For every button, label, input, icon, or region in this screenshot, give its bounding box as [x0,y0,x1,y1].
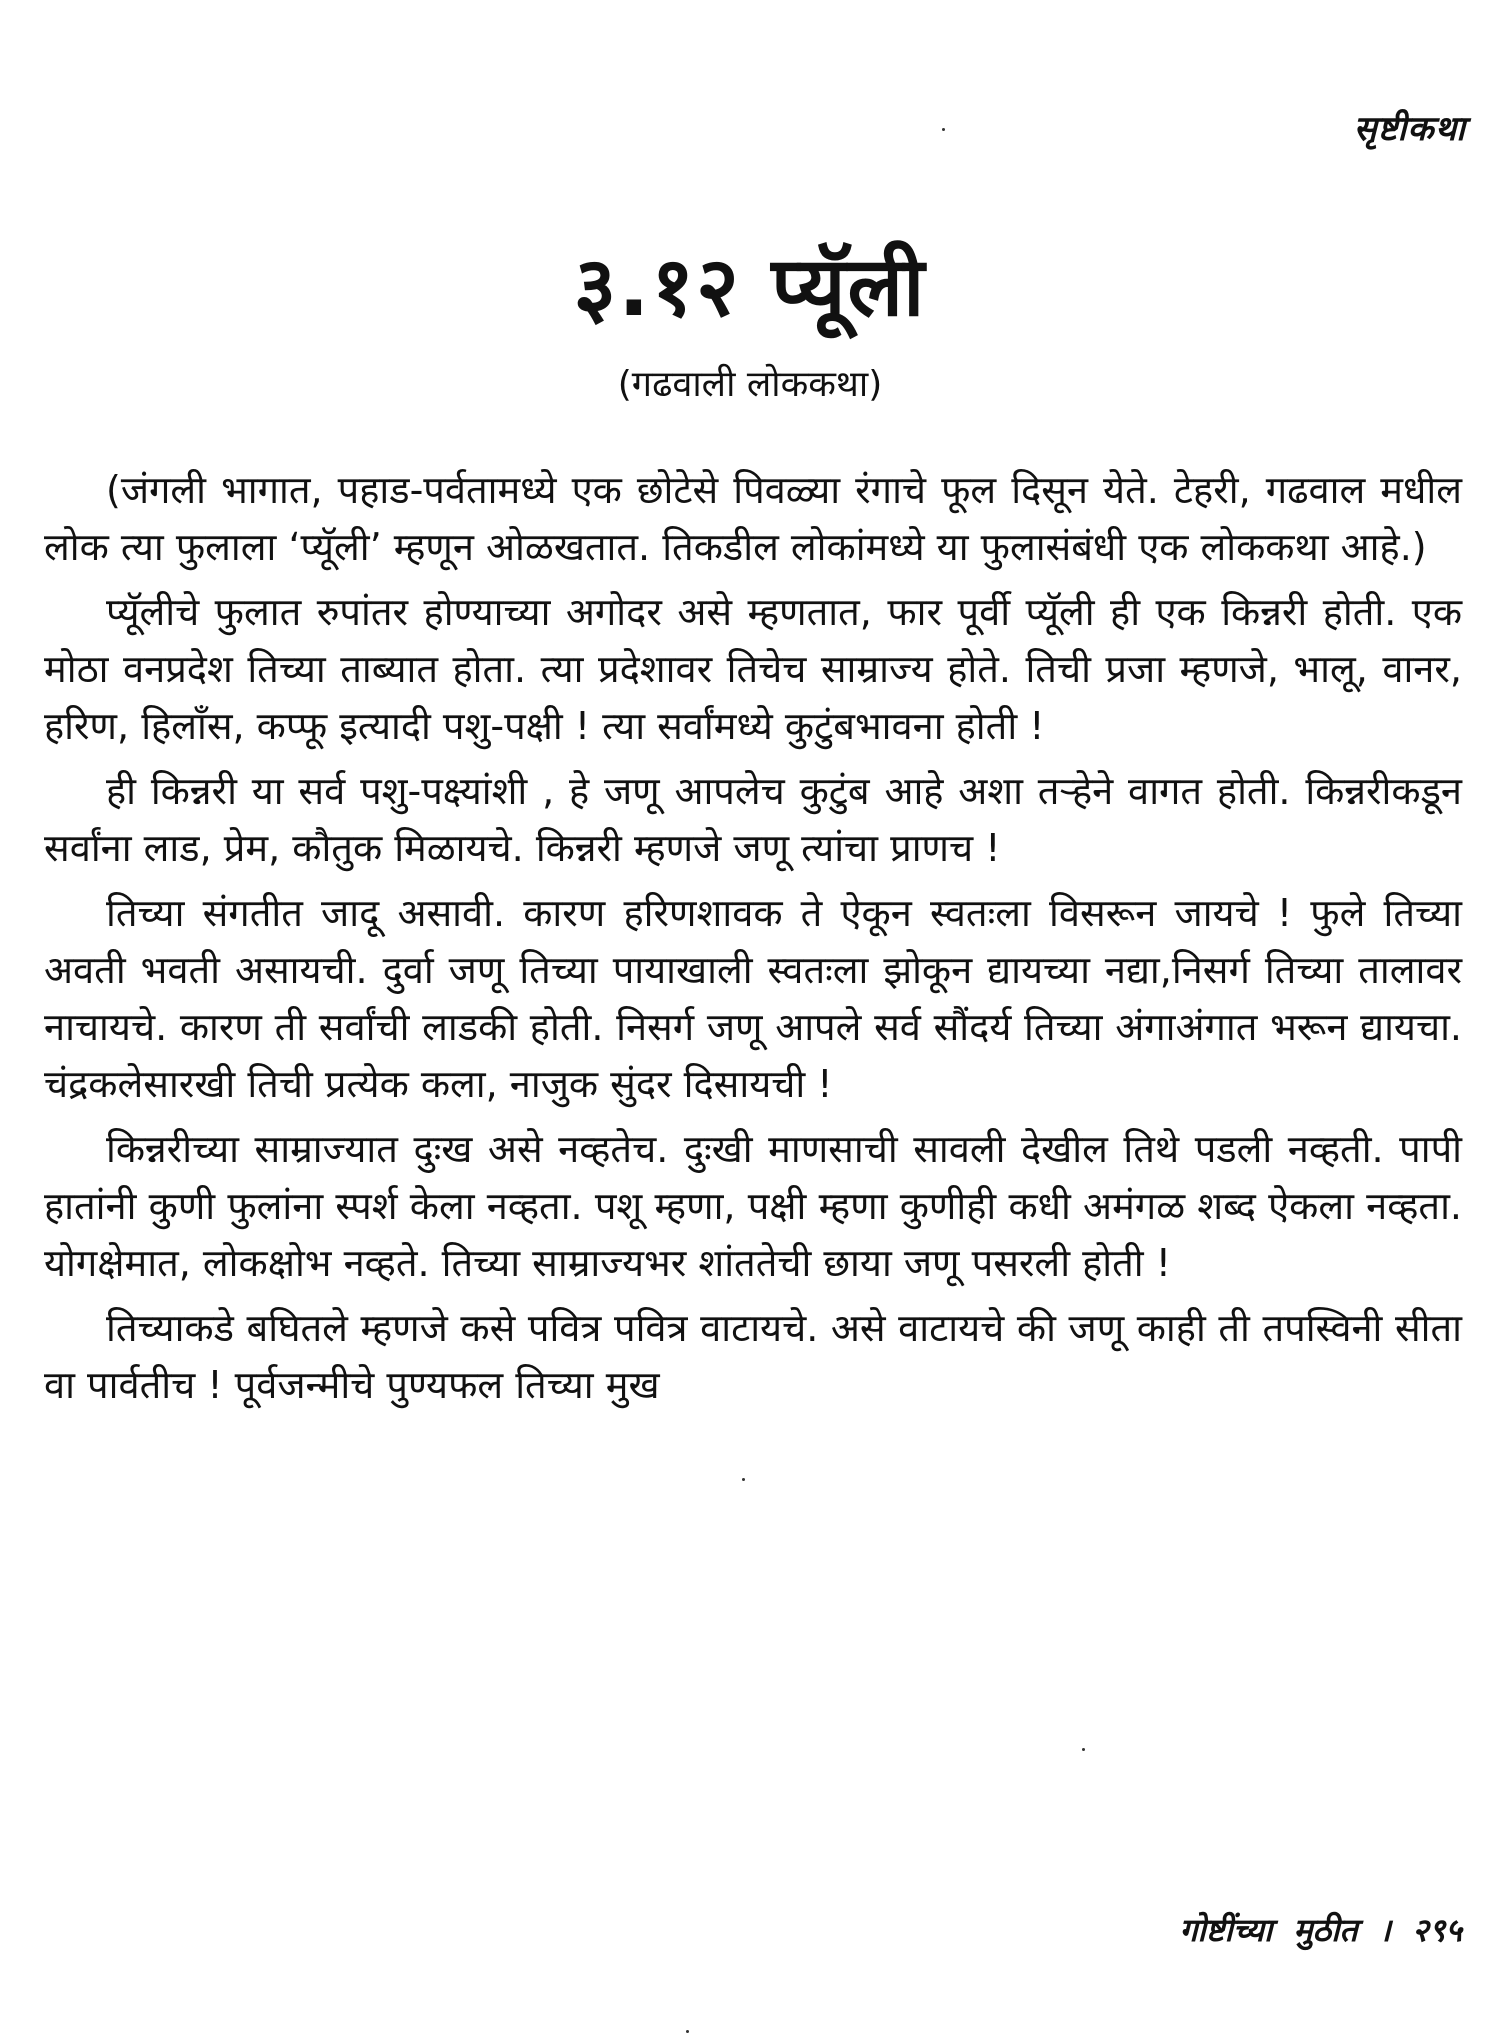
chapter-subtitle: (गढवाली लोककथा) [617,364,883,405]
paragraph: किन्नरीच्या साम्राज्यात दुःख असे नव्हतेच. दुःखी माणसाची सावली देखील तिथे पडली नव्हती. पापी हातांनी कुणी फुलांना स्पर्श केला नव्हता. पशू म्हणा, पक्षी म्हणा कुणीही कधी अमंगळ शब्द ऐकला नव्हता. योगक्षेमात, लोकक्षोभ नव्हते. तिच्या साम्राज्यभर शांततेची छाया जणू पसरली होती ! [44,1127,1462,1285]
scan-speck [942,128,945,131]
footer-separator: । [1378,1911,1391,1949]
paragraph: ही किन्नरी या सर्व पशु-पक्ष्यांशी , हे जणू आपलेच कुटुंब आहे अशा तऱ्हेने वागत होती. किन्नरीकडून सर्वांना लाड, प्रेम, कौतुक मिळायचे. किन्नरी म्हणजे जणू त्यांचा प्राणच ! [44,769,1462,870]
running-header: सृष्टीकथा [1353,109,1466,149]
scan-speck [1082,1748,1085,1751]
paragraph: तिच्या संगतीत जादू असावी. कारण हरिणशावक ते ऐकून स्वतःला विसरून जायचे ! फुले तिच्या अवती भवती असायची. दुर्वा जणू तिच्या पायाखाली स्वतःला झोकून द्यायच्या नद्या,निसर्ग तिच्या तालावर नाचायचे. कारण ती सर्वांची लाडकी होती. निसर्ग जणू आपले सर्व सौंदर्य तिच्या अंगाअंगात भरून द्यायचा. चंद्रकलेसारखी तिची प्रत्येक कला, नाजुक सुंदर दिसायची ! [44,891,1462,1106]
story-body [44,462,1462,1422]
chapter-title: ३.१२ प्यूॅली [573,240,927,335]
paragraph: प्यूॅलीचे फुलात रुपांतर होण्याच्या अगोदर असे म्हणतात, फार पूर्वी प्यूॅली ही एक किन्नरी होती. एक मोठा वनप्रदेश तिच्या ताब्यात होता. त्या प्रदेशावर तिचेच साम्राज्य होते. तिची प्रजा म्हणजे, भालू, वानर, हरिण, हिलाँस, कप्फू इत्यादी पशु-पक्षी ! त्या सर्वांमध्ये कुटुंबभावना होती ! [44,590,1462,748]
paragraph: तिच्याकडे बघितले म्हणजे कसे पवित्र पवित्र वाटायचे. असे वाटायचे की जणू काही ती तपस्विनी सीता वा पार्वतीच ! पूर्वजन्मीचे पुण्यफल तिच्या मुख [44,1306,1462,1407]
page-number: २९५ [1412,1911,1462,1949]
scan-speck [742,1478,745,1481]
page-footer [1179,1908,1462,1951]
footer-book-title: गोष्टींच्या मुठीत [1179,1911,1358,1949]
paragraph-intro: (जंगली भागात, पहाड-पर्वतामध्ये एक छोटेसे पिवळ्या रंगाचे फूल दिसून येते. टेहरी, गढवाल मधील लोक त्या फुलाला ‘प्यूॅली’ म्हणून ओळखतात. तिकडील लोकांमध्ये या फुलासंबंधी एक लोककथा आहे.) [44,468,1462,569]
